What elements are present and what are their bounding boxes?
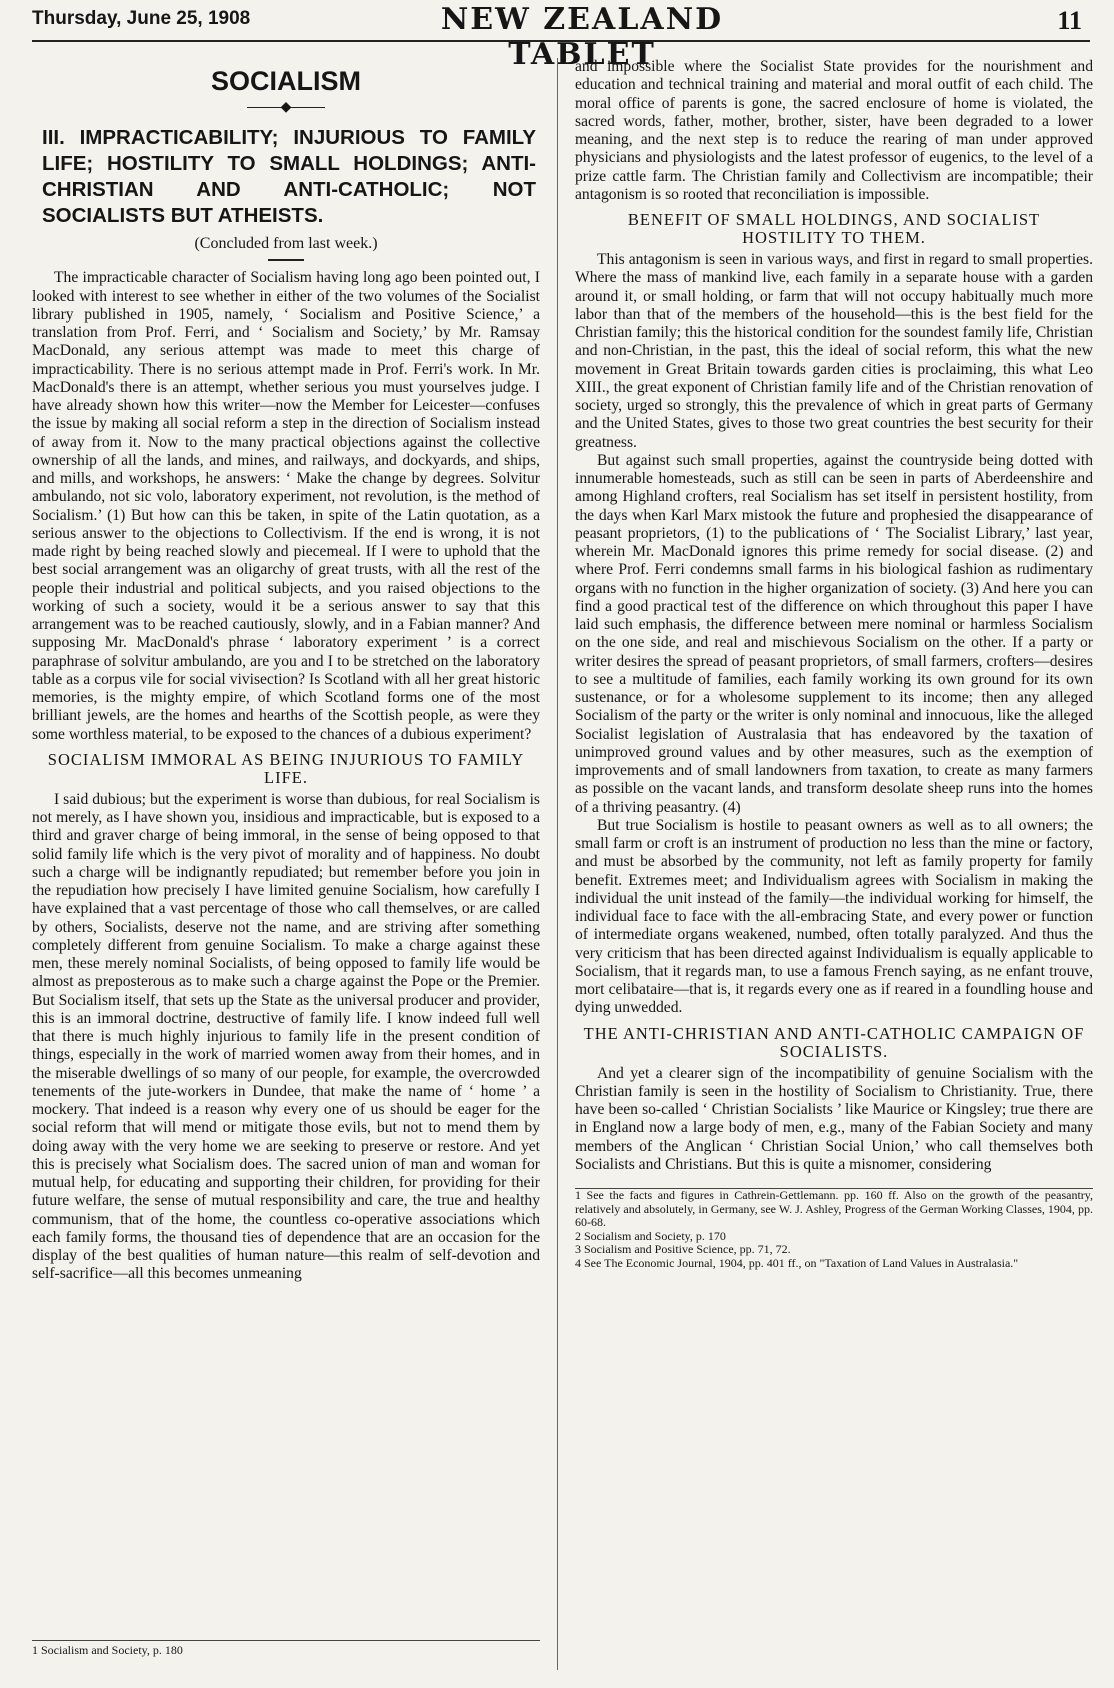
- paragraph: This antagonism is seen in various ways, and first in regard to small properties. Where the mass of mankind live, each family in a separate house with a garden around it, or small holding, or farm that will not occupy habitually much more labor than that of the members of the household—this is the best field for the Christian family; this the historical condition for the soundest family life, Christian and non-Christian, in the past, this the ideal of social reform, this what the new movement in Great Britain towards garden cities is proclaiming, this what Leo XIII., the great exponent of Christian family life and of the Christian renovation of society, urged so strongly, this the prevalence of which in great parts of Germany and the United States, gives to those two great countries the best security for their greatness.: [575, 251, 1093, 451]
- footnote-rule: [32, 1640, 540, 1641]
- article-title: SOCIALISM: [210, 66, 361, 96]
- footnote: 4 See The Economic Journal, 1904, pp. 401 ff., on "Taxation of Land Values in Australasia.": [575, 1255, 1019, 1270]
- page-number: 11: [1057, 6, 1082, 35]
- ornament-divider: ◆: [32, 101, 540, 115]
- section-heading: BENEFIT OF SMALL HOLDINGS, AND SOCIALIST HOSTILITY TO THEM.: [627, 210, 1041, 247]
- paragraph: But true Socialism is hostile to peasant owners as well as to all owners; the small farm or croft is an instrument of production no less than the mine or factory, and must be absorbed by the community, not left as family property for family benefit. Extremes meet; and Individualism agrees with Socialism in making the individual the unit instead of the family—the individual working for himself, the individual face to face with the all-embracing State, and every power or function of intermediate organs weakened, numbed, often totally paralyzed. And thus the very criticism that has been directed against Individualism is equally applicable to Socialism, that it regards man, to use a famous French saying, as ne enfant trouve, mort celibataire—that is, it regards every one as if reared in a foundling house and dying unwedded.: [575, 816, 1093, 1017]
- footnote: 1 Socialism and Society, p. 180: [32, 1643, 183, 1657]
- concluded-note: (Concluded from last week.): [194, 235, 378, 252]
- paragraph: And yet a clearer sign of the incompatibility of genuine Socialism with the Christian family is seen in the hostility of Socialism to Christianity. True, there have been so-called ‘ Christian Socialists ’ like Maurice or Kingsley; true there are in England now a large body of men, e.g., many of the Fabian Society and many members of the Anglican ‘ Christian Social Union,’ who call themselves both Socialists and Christians. But this is quite a misnomer, considering: [575, 1064, 1093, 1173]
- footnote: 1 See the facts and figures in Cathrein-Gettlemann. pp. 160 ff. Also on the growth of the peasantry, relatively and absolutely, in Germany, see W. J. Ashley, Progress of the German Working Classes, 1904, pp. 60-68.: [575, 1188, 1093, 1229]
- issue-date: Thursday, June 25, 1908: [32, 8, 251, 29]
- short-rule: [268, 259, 304, 261]
- newspaper-title: NEW ZEALAND TABLET: [440, 2, 724, 72]
- column-divider: [557, 58, 558, 1670]
- paragraph: I said dubious; but the experiment is worse than dubious, for real Socialism is not merely, as I have shown you, insidious and impracticable, but is exposed to a third and graver charge of being immoral, in the sense of being opposed to that solid family life which is the very pivot of morality and of happiness. No doubt such a charge will be indignantly repudiated; but remember before you join in the repudiation how precisely I have limited genuine Socialism, how carefully I have explained that a vast percentage of those who call themselves, or are called by others, Socialists, deserve not the name, and are striving after something completely different from genuine Socialism. To make a charge against these men, these merely nominal Socialists, of being opposed to family life would be almost as preposterous as to make such a charge against the Pope or the Premier. But Socialism itself, that sets up the State as the universal producer and provider, this is an immoral doctrine, destructive of family life. I know indeed full well that there is much highly injurious to family life in the present condition of things, especially in the work of married women away from their homes, and in the miserable dwellings of so many of our people, for example, the overcrowded tenements of the jute-workers in Dundee, that make the name of ‘ home ’ a mockery. That indeed is a reason why every one of us should be eager for the social reform that will mend or mitigate those evils, but not to mend them by doing away with the very home we are seeking to preserve or restore. And yet this is precisely what Socialism does. The sacred union of man and woman for mutual help, for educating and supporting their children, for providing for their future welfare, the sense of mutual responsibility and care, the true and healthy communism, that of the home, the countless co-operative associations which each family forms, the thousand ties of dependence that are an occasion for the display of the best qualities of human nature—this realm of self-devotion and self-sacrifice—all this becomes unmeaning: [32, 790, 540, 1283]
- section-heading: SOCIALISM IMMORAL AS BEING INJURIOUS TO FAMILY LIFE.: [47, 749, 525, 787]
- section-heading: THE ANTI-CHRISTIAN AND ANTI-CATHOLIC CAMPAIGN OF SOCIALISTS.: [583, 1023, 1085, 1061]
- right-column: [575, 58, 1093, 1270]
- masthead: [32, 0, 1090, 72]
- left-footnotes: [32, 1640, 540, 1658]
- article-subtitle: III. IMPRACTICABILITY; INJURIOUS TO FAMILY LIFE; HOSTILITY TO SMALL HOLDINGS; ANTI-CHRISTIAN AND ANTI-CATHOLIC; NOT SOCIALISTS BUT ATHEISTS.: [42, 126, 536, 227]
- masthead-rule: [32, 40, 1090, 42]
- paragraph: and impossible where the Socialist State provides for the nourishment and education and technical training and material and moral outfit of each child. The moral office of parents is gone, the sacred enclosure of home is violated, the sacred words, father, mother, brother, sister, have been degraded to a lower meaning, and the next step is to reduce the rearing of man under approved physicians and physiologists and the latest professor of eugenics, to the level of a prize cattle farm. The Christian family and Collectivism are incompatible; their antagonism is so rooted that reconciliation is impossible.: [575, 58, 1093, 203]
- footnote: 3 Socialism and Positive Science, pp. 71, 72.: [575, 1242, 791, 1256]
- footnote: 2 Socialism and Society, p. 170: [575, 1228, 726, 1243]
- left-column: [32, 58, 540, 1284]
- paragraph: But against such small properties, against the countryside being dotted with innumerable homesteads, such as still can be seen in parts of Aberdeenshire and among Highland crofters, real Socialism has set itself in persistent hostility, from the days when Karl Marx mistook the future and prophesied the disappearance of peasant proprietors, (1) to the publications of ‘ The Socialist Library,’ last year, wherein Mr. MacDonald ignores this prime remedy for social disease. (2) and where Prof. Ferri condemns small farms in his biological fashion as rudimentary organs with no function in the higher organization of society. (3) And here you can find a good practical test of the difference on which throughout this paper I have laid such emphasis, the difference between mere nominal or harmless Socialism on the one side, and real and mischievous Socialism on the other. If a party or writer desires the spread of peasant proprietors, of small farmers, crofters—desires to see a multitude of families, each family working its own ground for its own sustenance, or for a wholesome supplement to its income; then any alleged Socialism of the party or the writer is only nominal and innocuous, like the alleged Socialist legislation of Australasia that has endeavored by the taxation of unimproved ground values and by other measures, such as the exemption of improvements and of small landowners from taxation, to create as many farmers as possible on the vacant lands, and transform desolate sheep runs into the homes of a thriving peasantry. (4): [575, 451, 1093, 816]
- paragraph: The impracticable character of Socialism having long ago been pointed out, I looked with interest to see whether in either of the two volumes of the Socialist library published in 1905, namely, ‘ Socialism and Positive Science,’ a translation from Prof. Ferri, and ‘ Socialism and Society,’ by Mr. Ramsay MacDonald, any serious attempt was made to meet this charge of impracticability. There is no serious attempt made in Prof. Ferri's work. In Mr. MacDonald's there is an attempt, whether serious you must yourselves judge. I have already shown how this writer—now the Member for Leicester—confuses the issue by making all social reform a step in the direction of Socialism instead of away from it. Now to the many practical objections against the collective ownership of all the lands, and mines, and railways, and dockyards, and ships, and mills, and workshops, he answers: ‘ Make the change by degrees. Solvitur ambulando, not sic volo, laboratory experiment, not revolution, is the method of Socialism.’ (1) But how can this be taken, in spite of the Latin quotation, as a serious answer to the objections to Collectivism. If the end is wrong, it is not made right by being reached slowly and piecemeal. If I were to uphold that the best social arrangement was an oligarchy of great trusts, with all the rest of the people their industrial and political subjects, and you raised objections to the working of such a society, would it be a serious answer to say that this arrangement was to be reached cautiously, slowly, and in a Fabian manner? And supposing Mr. MacDonald's phrase ‘ laboratory experiment ’ is a correct paraphrase of solvitur ambulando, are you and I to be stretched on the laboratory table as a corpus vile for social vivisection? Is Scotland with all her great historic memories, is the mighty empire, of which Scotland forms one of the most brilliant jewels, are the homes and hearths of the Scottish people, as were they some worthless material, to be exposed to the chances of a dubious experiment?: [32, 269, 540, 743]
